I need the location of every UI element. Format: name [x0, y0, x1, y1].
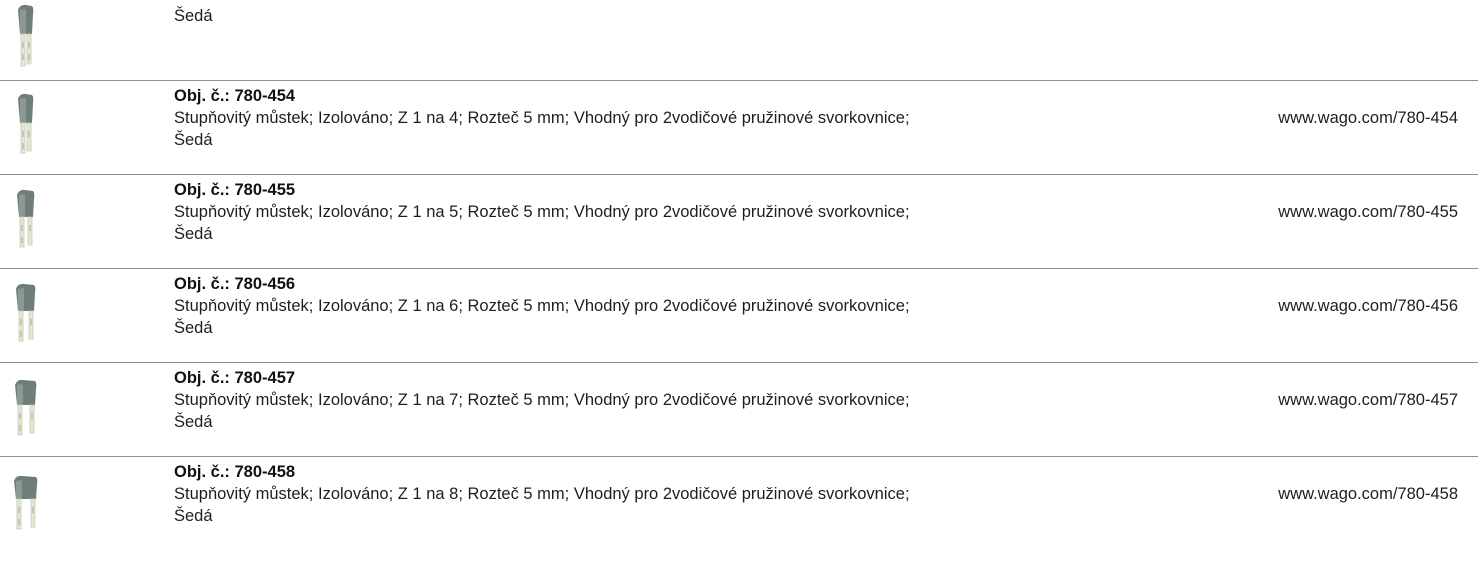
step-bridge-thumbnail	[12, 275, 40, 351]
item-description: Stupňovitý můstek; Izolováno; Z 1 na 4; Rozteč 5 mm; Vhodný pro 2vodičové pružinové svorkovnice;	[174, 109, 910, 127]
item-order-number: Obj. č.: 780-457	[174, 369, 296, 387]
item-text	[174, 273, 1458, 339]
item-order-number: Obj. č.: 780-455	[174, 181, 296, 199]
item-order-number: Obj. č.: 780-458	[174, 463, 296, 481]
item-text	[174, 367, 1458, 433]
item-color: Šedá	[174, 507, 213, 525]
item-color: Šedá	[174, 7, 213, 25]
item-text	[174, 179, 1458, 245]
item-color: Šedá	[174, 413, 213, 431]
step-bridge-thumbnail	[12, 369, 40, 445]
item-description: Stupňovitý můstek; Izolováno; Z 1 na 7; Rozteč 5 mm; Vhodný pro 2vodičové pružinové svorkovnice;	[174, 391, 910, 409]
item-url-link[interactable]: www.wago.com/780-457	[1278, 391, 1458, 409]
item-description-line	[174, 107, 1458, 129]
list-item	[0, 457, 1478, 551]
list-item	[0, 81, 1478, 175]
item-url-link[interactable]: www.wago.com/780-454	[1278, 109, 1458, 127]
item-url-link[interactable]: www.wago.com/780-458	[1278, 485, 1458, 503]
list-item	[0, 269, 1478, 363]
step-bridge-thumbnail	[12, 0, 40, 76]
step-bridge-thumbnail	[12, 181, 40, 257]
step-bridge-thumbnail	[12, 87, 40, 163]
item-description: Stupňovitý můstek; Izolováno; Z 1 na 6; Rozteč 5 mm; Vhodný pro 2vodičové pružinové svorkovnice;	[174, 297, 910, 315]
list-item	[0, 0, 1478, 81]
item-text	[174, 461, 1458, 527]
item-text	[174, 5, 1458, 27]
list-item	[0, 363, 1478, 457]
item-order-number: Obj. č.: 780-456	[174, 275, 296, 293]
item-description-line	[174, 295, 1458, 317]
item-color: Šedá	[174, 319, 213, 337]
item-description-line	[174, 389, 1458, 411]
item-description-line	[174, 483, 1458, 505]
item-description: Stupňovitý můstek; Izolováno; Z 1 na 8; Rozteč 5 mm; Vhodný pro 2vodičové pružinové svorkovnice;	[174, 485, 910, 503]
item-color: Šedá	[174, 225, 213, 243]
item-url-link[interactable]: www.wago.com/780-455	[1278, 203, 1458, 221]
item-description: Stupňovitý můstek; Izolováno; Z 1 na 5; Rozteč 5 mm; Vhodný pro 2vodičové pružinové svorkovnice;	[174, 203, 910, 221]
item-text	[174, 85, 1458, 151]
item-description-line	[174, 201, 1458, 223]
item-url-link[interactable]: www.wago.com/780-456	[1278, 297, 1458, 315]
item-order-number: Obj. č.: 780-454	[174, 87, 296, 105]
list-item	[0, 175, 1478, 269]
item-color: Šedá	[174, 131, 213, 149]
step-bridge-thumbnail	[12, 463, 40, 539]
